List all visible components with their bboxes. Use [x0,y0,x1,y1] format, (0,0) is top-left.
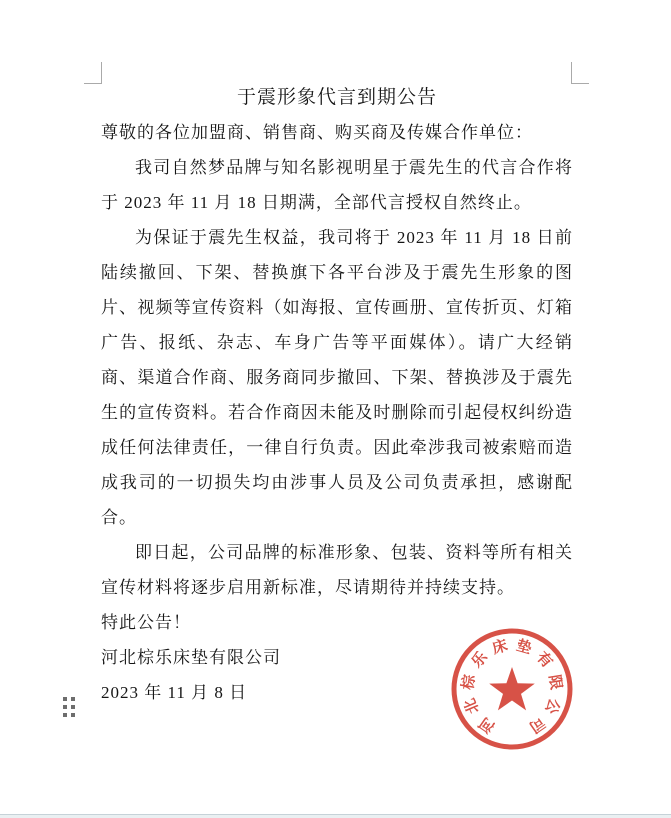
paragraph-2[interactable]: 为保证于震先生权益，我司将于 2023 年 11 月 18 日前陆续撤回、下架、替换旗下各平台涉及于震先生形象的图片、视频等宣传资料（如海报、宣传画册、宣传折页、灯箱广告、报纸、杂志、车身广告等平面媒体）。请广大经销商、渠道合作商、服务商同步撤回、下架、替换涉及于震先生的宣传资料。若合作商因未能及时删除而引起侵权纠纷造成任何法律责任，一律自行负责。因此牵涉我司被索赔而造成我司的一切损失均由涉事人员及公司负责承担，感谢配合。 [101,228,573,527]
paragraph-3[interactable]: 即日起，公司品牌的标准形象、包装、资料等所有相关宣传材料将逐步启用新标准，尽请期待并持续支持。 [101,543,573,597]
closing-line[interactable]: 特此公告！ [101,613,191,632]
seal-char: 垫 [514,636,534,658]
seal-char: 北 [461,695,483,717]
object-anchor-handle-icon[interactable] [63,697,75,717]
paragraph-1[interactable]: 我司自然梦品牌与知名影视明星于震先生的代言合作将于 2023 年 11 月 18 日期满，全部代言授权自然终止。 [101,158,573,212]
signature-date[interactable]: 2023 年 11 月 8 日 [101,683,248,702]
salutation-line[interactable]: 尊敬的各位加盟商、销售商、购买商及传媒合作单位： [101,123,533,142]
seal-char: 有 [532,648,556,672]
handle-dot [63,713,67,717]
handle-dot [71,697,75,701]
handle-dot [63,705,67,709]
handle-dot [71,705,75,709]
seal-char: 乐 [468,648,492,672]
seal-char: 棕 [459,673,479,691]
text-boundary-corner-mark-right [571,62,589,84]
signature-company[interactable]: 河北棕乐床垫有限公司 [101,648,281,667]
seal-char: 司 [525,713,548,736]
page-title[interactable]: 于震形象代言到期公告 [236,87,437,108]
seal-char: 限 [545,673,565,691]
text-boundary-corner-mark-left [84,62,102,84]
handle-dot [71,713,75,717]
handle-dot [63,697,67,701]
seal-char: 公 [541,695,563,717]
document-body [101,80,573,710]
seal-char: 床 [490,636,510,658]
seal-char: 河 [476,713,499,736]
page-bottom-edge [0,814,671,818]
